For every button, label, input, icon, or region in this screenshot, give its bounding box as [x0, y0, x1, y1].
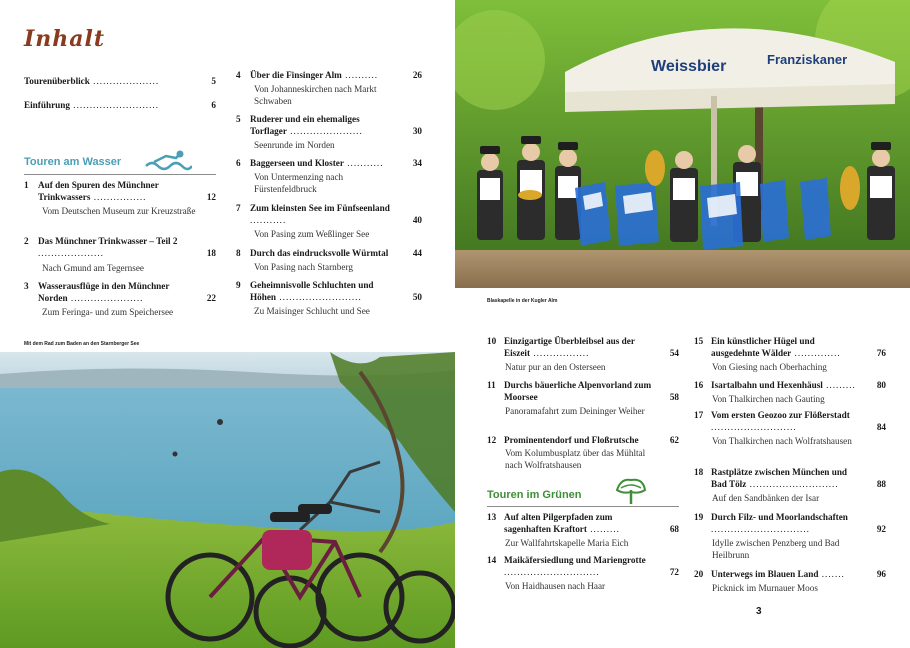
toc-number: 2	[24, 236, 29, 246]
toc-number: 7	[236, 203, 241, 213]
swimmer-icon	[144, 148, 192, 172]
section-rule	[487, 506, 679, 507]
toc-number: 9	[236, 280, 241, 290]
section-heading-wasser: Touren am Wasser	[24, 156, 122, 168]
toc-column-4	[694, 336, 886, 600]
photo-brass-band	[455, 0, 910, 288]
toc-subtitle: Seenrunde im Norden	[254, 140, 335, 150]
toc-subtitle: Von Giesing nach Oberhaching	[712, 362, 827, 372]
toc-subtitle: Auf den Sandbänken der Isar	[712, 493, 820, 503]
toc-number: 20	[694, 569, 704, 579]
toc-number: 17	[694, 410, 704, 420]
toc-page: 68	[669, 523, 679, 534]
toc-title: Das Münchner Trinkwasser – Teil 2 ....................	[38, 236, 178, 258]
toc-number: 3	[24, 281, 29, 291]
toc-title: Rastplätze zwischen München und Bad Tölz ...........................	[711, 467, 848, 489]
section-heading-gruen: Touren im Grünen	[487, 489, 582, 501]
toc-subtitle: Vom Kolumbusplatz über das Mühltal nach Wolfratshausen	[505, 448, 646, 470]
toc-page: 58	[669, 391, 679, 402]
toc-title: Maikäfersiedlung und Mariengrotte .............................	[504, 555, 646, 577]
toc-subtitle: Idylle zwischen Penzberg und Bad Heilbrunn	[712, 538, 840, 560]
toc-title: Geheimnisvolle Schluchten und Höhen .........................	[250, 280, 374, 302]
toc-title: Unterwegs im Blauen Land .......	[711, 569, 845, 579]
toc-title: Baggerseen und Kloster ...........	[250, 158, 384, 168]
toc-title: Einführung ..........................	[24, 100, 159, 110]
toc-page: 76	[876, 347, 886, 358]
toc-page: 88	[876, 478, 886, 489]
toc-page: 18	[206, 247, 216, 258]
photo-caption-band: Blaskapelle in der Kugler Alm	[487, 298, 558, 304]
toc-title: Isartalbahn und Hexenhäusl .........	[711, 380, 856, 390]
toc-title: Ruderer und ein ehemaliges Torflager ......................	[250, 114, 363, 136]
toc-subtitle: Zum Feringa- und zum Speichersee	[42, 307, 174, 317]
toc-title: Auf alten Pilgerpfaden zum sagenhaften Kraftort .........	[504, 512, 620, 534]
toc-subtitle: Natur pur an den Osterseen	[505, 362, 606, 372]
toc-subtitle: Panoramafahrt zum Deininger Weiher	[505, 406, 645, 416]
toc-column-3	[487, 336, 679, 600]
toc-number: 16	[694, 380, 704, 390]
toc-page: 40	[412, 214, 422, 225]
photo-bike-lake	[0, 352, 455, 648]
toc-number: 5	[236, 114, 241, 124]
page-title: Inhalt	[24, 26, 106, 52]
toc-number: 11	[487, 380, 496, 390]
toc-title: Einzigartige Überbleibsel aus der Eiszeit .................	[504, 336, 635, 358]
toc-title: Zum kleinsten See im Fünfseenland ...........	[250, 203, 390, 225]
toc-page: 6	[211, 100, 216, 110]
toc-page: 72	[669, 566, 679, 577]
toc-page: 5	[211, 76, 216, 86]
toc-page: 44	[412, 248, 422, 258]
toc-page: 54	[669, 347, 679, 358]
umbrella-brand-franziskaner: Franziskaner	[767, 52, 848, 67]
toc-number: 18	[694, 467, 704, 477]
toc-subtitle: Von Pasing nach Starnberg	[254, 262, 353, 272]
toc-subtitle: Vom Deutschen Museum zur Kreuzstraße	[42, 206, 196, 216]
photo-caption-bike: Mit dem Rad zum Baden an den Starnberger See	[24, 341, 140, 347]
toc-page: 50	[412, 291, 422, 302]
toc-subtitle: Von Thalkirchen nach Wolfratshausen	[712, 436, 852, 446]
toc-number: 4	[236, 70, 241, 80]
toc-number: 1	[24, 180, 29, 190]
toc-title: Durchs bäuerliche Alpenvorland zum Moorsee	[504, 380, 652, 402]
toc-number: 12	[487, 435, 497, 445]
toc-subtitle: Von Haidhausen nach Haar	[505, 581, 606, 591]
toc-column-2	[236, 70, 422, 320]
toc-number: 13	[487, 512, 497, 522]
toc-number: 19	[694, 512, 704, 522]
toc-title: Über die Finsinger Alm ..........	[250, 70, 379, 80]
toc-title: Durch Filz- und Moorlandschaften ..............................	[711, 512, 848, 534]
toc-page: 26	[412, 70, 422, 80]
toc-title: Auf den Spuren des Münchner Trinkwassers ................	[38, 180, 159, 202]
toc-page: 84	[876, 421, 886, 432]
toc-title: Tourenüberblick ....................	[24, 76, 160, 86]
toc-number: 14	[487, 555, 497, 565]
toc-page: 34	[412, 158, 422, 168]
toc-title: Prominentendorf und Floßrutsche	[504, 435, 639, 445]
toc-subtitle: Von Pasing zum Weßlinger See	[254, 229, 370, 239]
toc-subtitle: Von Thalkirchen nach Gauting	[712, 394, 825, 404]
toc-title: Durch das eindrucksvolle Würmtal	[250, 248, 389, 258]
tree-icon	[611, 476, 651, 506]
toc-number: 6	[236, 158, 241, 168]
toc-title: Ein künstlicher Hügel und ausgedehnte Wälder ..............	[711, 336, 841, 358]
toc-subtitle: Von Untermenzing nach Fürstenfeldbruck	[254, 172, 344, 194]
toc-number: 10	[487, 336, 497, 346]
section-rule	[24, 174, 216, 175]
umbrella-brand-weissbier: Weissbier	[651, 58, 727, 75]
toc-subtitle: Zu Maisinger Schlucht und See	[254, 306, 370, 316]
toc-subtitle: Picknick im Murnauer Moos	[712, 583, 818, 593]
toc-number: 8	[236, 248, 241, 258]
toc-page: 62	[669, 435, 679, 445]
toc-subtitle: Nach Gmund am Tegernsee	[42, 263, 144, 273]
toc-page: 92	[876, 523, 886, 534]
toc-page: 12	[206, 191, 216, 202]
toc-subtitle: Von Johanneskirchen nach Markt Schwaben	[254, 84, 377, 106]
toc-column-1	[24, 70, 216, 320]
toc-subtitle: Zur Wallfahrtskapelle Maria Eich	[505, 538, 629, 548]
toc-page: 30	[412, 125, 422, 136]
page-number: 3	[756, 606, 762, 617]
toc-page: 96	[876, 569, 886, 579]
toc-page: 22	[206, 292, 216, 303]
toc-number: 15	[694, 336, 704, 346]
toc-page: 80	[876, 380, 886, 390]
toc-title: Wasserausflüge in den Münchner Norden ......................	[38, 281, 170, 303]
toc-title: Vom ersten Geozoo zur Flößerstadt ..........................	[711, 410, 850, 432]
